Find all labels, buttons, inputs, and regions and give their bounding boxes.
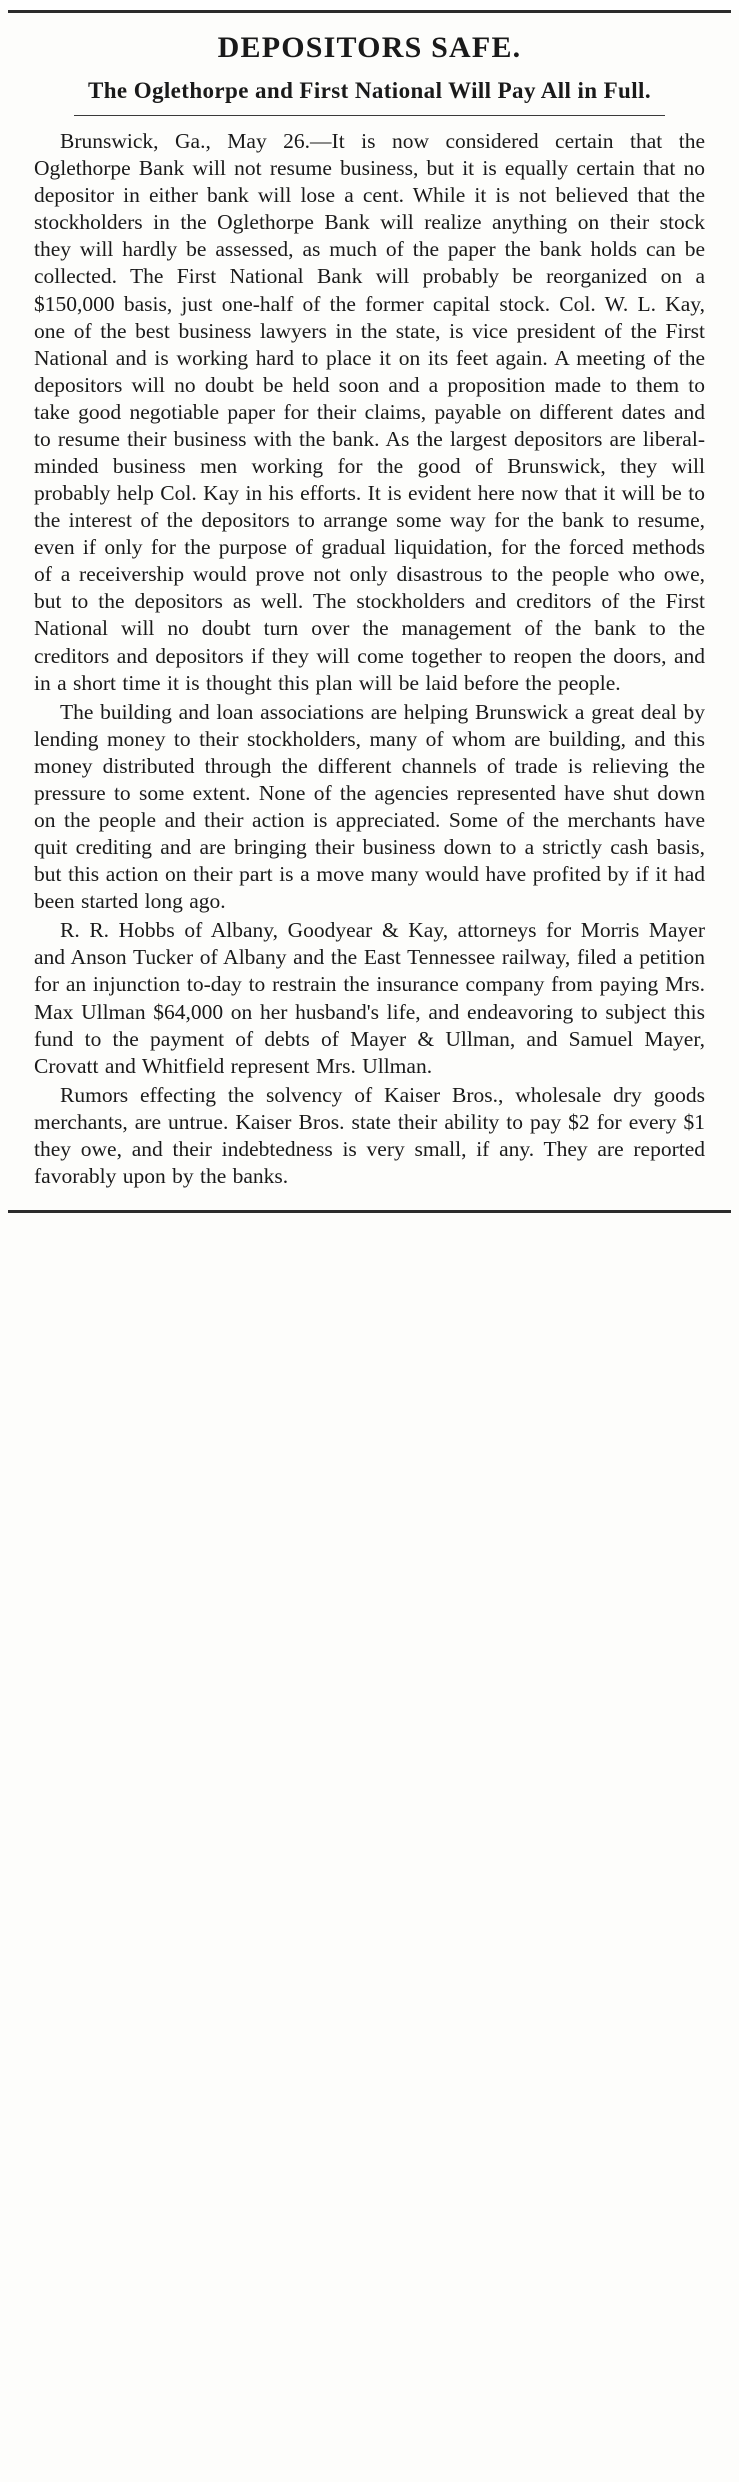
article-paragraph: Rumors effecting the solvency of Kaiser Bros., wholesale dry goods merchants, are untrue. Kaiser Bros. state their ability to pay $2 for every $1 they owe, and their indebtedness is very small, if any. They are reported favorably upon by the banks. <box>34 1082 705 1189</box>
article-subhead: The Oglethorpe and First National Will Pay All in Full. <box>88 78 651 103</box>
article-paragraph: Brunswick, Ga., May 26.—It is now considered certain that the Oglethorpe Bank will not resume business, but it is equally certain that no depositor in either bank will lose a cent. While it is not believed that the stockholders in the Oglethorpe Bank will realize anything on their stock they will hardly be assessed, as much of the paper the bank holds can be collected. The First National Bank will probably be reorganized on a $150,000 basis, just one-half of the former capital stock. Col. W. L. Kay, one of the best business lawyers in the state, is vice president of the First National and is working hard to place it on its feet again. A meeting of the depositors will no doubt be held soon and a proposition made to them to take good negotiable paper for their claims, payable on different dates and to resume their business with the bank. As the largest depositors are liberal-minded business men working for the good of Brunswick, they will probably help Col. Kay in his efforts. It is evident here now that it will be to the interest of the depositors to arrange some way for the bank to resume, even if only for the purpose of gradual liquidation, for the forced methods of a receivership would prove not only disastrous to the people who owe, but to the depositors as well. The stockholders and creditors of the First National will no doubt turn over the management of the bank to the creditors and depositors if they will come together to reopen the doors, and in a short time it is thought this plan will be laid before the people. <box>34 129 705 695</box>
page-title: DEPOSITORS SAFE. <box>217 31 522 64</box>
article-paragraph: The building and loan associations are helping Brunswick a great deal by lending money to their stockholders, many of whom are building, and this money distributed through the different channels of trade is relieving the pressure to some extent. None of the agencies represented have shut down on the people and their action is appreciated. Some of the merchants have quit crediting and are bringing their business down to a strictly cash basis, but this action on their part is a move many would have profited by if it had been started long ago. <box>34 699 705 914</box>
newspaper-page <box>0 10 739 2482</box>
article-column <box>8 10 731 1213</box>
article-paragraph: R. R. Hobbs of Albany, Goodyear & Kay, attorneys for Morris Mayer and Anson Tucker of Albany and the East Tennessee railway, filed a petition for an injunction to-day to restrain the insurance company from paying Mrs. Max Ullman $64,000 on her husband's life, and endeavoring to subject this fund to the payment of debts of Mayer & Ullman, and Samuel Mayer, Crovatt and Whitfield represent Mrs. Ullman. <box>34 918 705 1078</box>
divider <box>74 115 665 116</box>
